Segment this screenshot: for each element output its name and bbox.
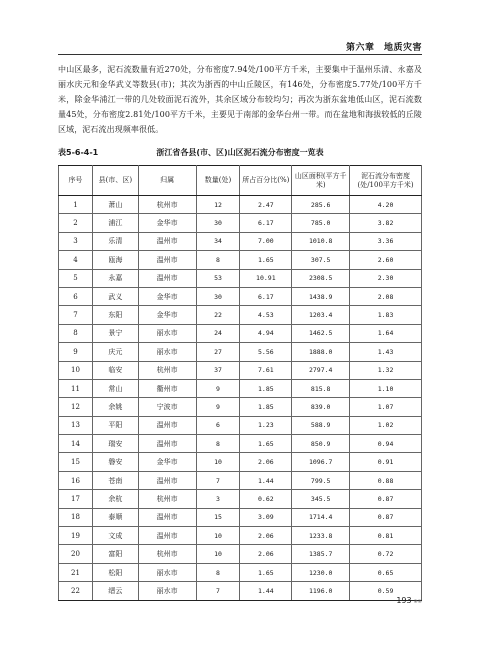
cell-county: 磐安: [92, 453, 138, 471]
table-row: [59, 471, 422, 489]
cell-density: 3.82: [350, 214, 422, 232]
cell-belong: 衢州市: [138, 379, 196, 397]
header-seq: 序号: [59, 166, 93, 196]
cell-seq: 22: [59, 582, 93, 600]
cell-seq: 8: [59, 324, 93, 342]
cell-belong: 丽水市: [138, 343, 196, 361]
cell-belong: 金华市: [138, 453, 196, 471]
cell-count: 3: [196, 490, 240, 508]
cell-count: 37: [196, 361, 240, 379]
cell-county: 武义: [92, 287, 138, 305]
cell-density: 1.43: [350, 343, 422, 361]
page-marker: ※※: [413, 599, 422, 605]
page-number-block: [396, 596, 422, 605]
cell-count: 9: [196, 379, 240, 397]
cell-count: 34: [196, 232, 240, 250]
cell-seq: 13: [59, 416, 93, 434]
cell-percent: 1.44: [240, 582, 292, 600]
cell-county: 临安: [92, 361, 138, 379]
cell-area: 839.0: [292, 398, 350, 416]
cell-count: 8: [196, 563, 240, 581]
cell-belong: 温州市: [138, 527, 196, 545]
table-row: [59, 214, 422, 232]
cell-county: 平阳: [92, 416, 138, 434]
cell-seq: 2: [59, 214, 93, 232]
header-county: 县(市、区): [92, 166, 138, 196]
cell-percent: 1.85: [240, 398, 292, 416]
table-row: [59, 287, 422, 305]
table-row: [59, 490, 422, 508]
cell-density: 4.20: [350, 196, 422, 214]
table-body: [59, 196, 422, 601]
cell-county: 余杭: [92, 490, 138, 508]
cell-percent: 10.91: [240, 269, 292, 287]
chapter-title: 第六章 地质灾害: [345, 43, 422, 53]
cell-percent: 6.17: [240, 287, 292, 305]
cell-belong: 温州市: [138, 471, 196, 489]
cell-belong: 杭州市: [138, 490, 196, 508]
cell-area: 1196.0: [292, 582, 350, 600]
cell-county: 庆元: [92, 343, 138, 361]
cell-percent: 0.62: [240, 490, 292, 508]
cell-belong: 金华市: [138, 214, 196, 232]
header-density: 泥石流分布密度(处/100平方千米): [350, 166, 422, 196]
cell-county: 松阳: [92, 563, 138, 581]
table-row: [59, 582, 422, 600]
cell-belong: 温州市: [138, 416, 196, 434]
cell-density: 3.36: [350, 232, 422, 250]
cell-county: 萧山: [92, 196, 138, 214]
header-belong: 归属: [138, 166, 196, 196]
cell-area: 1203.4: [292, 306, 350, 324]
cell-area: 1462.5: [292, 324, 350, 342]
cell-seq: 21: [59, 563, 93, 581]
cell-area: 1096.7: [292, 453, 350, 471]
table-row: [59, 435, 422, 453]
cell-county: 乐清: [92, 232, 138, 250]
cell-density: 0.72: [350, 545, 422, 563]
table-row: [59, 545, 422, 563]
cell-percent: 6.17: [240, 214, 292, 232]
cell-area: 307.5: [292, 251, 350, 269]
header-count: 数量(处): [196, 166, 240, 196]
cell-seq: 19: [59, 527, 93, 545]
cell-seq: 16: [59, 471, 93, 489]
table-row: [59, 269, 422, 287]
cell-belong: 丽水市: [138, 582, 196, 600]
cell-density: 1.10: [350, 379, 422, 397]
cell-area: 2308.5: [292, 269, 350, 287]
cell-belong: 杭州市: [138, 196, 196, 214]
cell-density: 0.87: [350, 490, 422, 508]
table-row: [59, 306, 422, 324]
header-percent: 所占百分比(%): [240, 166, 292, 196]
table-row: [59, 416, 422, 434]
cell-belong: 杭州市: [138, 545, 196, 563]
cell-count: 30: [196, 214, 240, 232]
cell-density: 0.81: [350, 527, 422, 545]
cell-county: 瓯海: [92, 251, 138, 269]
cell-seq: 9: [59, 343, 93, 361]
cell-percent: 7.61: [240, 361, 292, 379]
cell-density: 0.94: [350, 435, 422, 453]
cell-count: 12: [196, 196, 240, 214]
cell-count: 15: [196, 508, 240, 526]
cell-density: 0.59: [350, 582, 422, 600]
cell-county: 富阳: [92, 545, 138, 563]
cell-seq: 17: [59, 490, 93, 508]
cell-count: 24: [196, 324, 240, 342]
table-row: [59, 343, 422, 361]
cell-density: 1.07: [350, 398, 422, 416]
cell-belong: 宁波市: [138, 398, 196, 416]
cell-area: 815.8: [292, 379, 350, 397]
cell-belong: 温州市: [138, 251, 196, 269]
cell-seq: 4: [59, 251, 93, 269]
cell-county: 苍南: [92, 471, 138, 489]
cell-area: 850.9: [292, 435, 350, 453]
cell-count: 22: [196, 306, 240, 324]
cell-county: 泰顺: [92, 508, 138, 526]
cell-area: 1010.8: [292, 232, 350, 250]
table-caption: [58, 145, 422, 159]
cell-area: 1233.8: [292, 527, 350, 545]
cell-seq: 14: [59, 435, 93, 453]
cell-county: 文成: [92, 527, 138, 545]
table-header-row: [59, 166, 422, 196]
cell-seq: 15: [59, 453, 93, 471]
cell-county: 余姚: [92, 398, 138, 416]
cell-percent: 4.53: [240, 306, 292, 324]
cell-belong: 温州市: [138, 435, 196, 453]
cell-area: 1230.0: [292, 563, 350, 581]
cell-seq: 3: [59, 232, 93, 250]
cell-density: 0.65: [350, 563, 422, 581]
cell-density: 2.30: [350, 269, 422, 287]
page-number: 193: [396, 596, 412, 605]
cell-percent: 5.56: [240, 343, 292, 361]
cell-seq: 5: [59, 269, 93, 287]
body-text: [58, 62, 422, 137]
cell-density: 1.64: [350, 324, 422, 342]
cell-seq: 10: [59, 361, 93, 379]
cell-count: 10: [196, 527, 240, 545]
table-row: [59, 527, 422, 545]
cell-count: 8: [196, 251, 240, 269]
table-title: 浙江省各县(市、区)山区泥石流分布密度一览表: [156, 148, 324, 157]
table-row: [59, 251, 422, 269]
cell-density: 0.88: [350, 471, 422, 489]
table-row: [59, 324, 422, 342]
table-row: [59, 453, 422, 471]
cell-density: 1.32: [350, 361, 422, 379]
cell-percent: 1.65: [240, 563, 292, 581]
cell-density: 0.87: [350, 508, 422, 526]
cell-density: 2.08: [350, 287, 422, 305]
cell-area: 345.5: [292, 490, 350, 508]
cell-area: 785.0: [292, 214, 350, 232]
cell-count: 10: [196, 545, 240, 563]
data-table: [58, 165, 422, 601]
table-row: [59, 361, 422, 379]
cell-count: 53: [196, 269, 240, 287]
cell-seq: 1: [59, 196, 93, 214]
cell-percent: 2.06: [240, 527, 292, 545]
cell-belong: 温州市: [138, 232, 196, 250]
cell-county: 瑞安: [92, 435, 138, 453]
cell-count: 27: [196, 343, 240, 361]
cell-percent: 1.23: [240, 416, 292, 434]
cell-percent: 2.47: [240, 196, 292, 214]
cell-density: 2.60: [350, 251, 422, 269]
cell-county: 永嘉: [92, 269, 138, 287]
table-row: [59, 563, 422, 581]
cell-seq: 20: [59, 545, 93, 563]
cell-belong: 丽水市: [138, 324, 196, 342]
paragraph: 中山区最多，泥石流数量有近270处，分布密度7.94处/100平方千米，主要集中于温州乐清、永嘉及丽水庆元和金华武义等数县(市)；其次为浙西的中山丘陵区，有146处，分布密度5.77处/100平方千米，除金华浦江一带的几处较面泥石流外，其余区域分布较均匀；再次为浙东盆地低山区，泥石流数量45处，分布密度2.81处/100平方千米，主要见于南部的金华台州一带。而在盆地和海拔较低的丘陵区域，泥石流出现频率很低。: [58, 65, 422, 134]
table-row: [59, 379, 422, 397]
cell-count: 30: [196, 287, 240, 305]
page-header: [58, 40, 422, 55]
cell-density: 1.02: [350, 416, 422, 434]
cell-belong: 金华市: [138, 306, 196, 324]
cell-percent: 2.06: [240, 453, 292, 471]
cell-density: 1.83: [350, 306, 422, 324]
cell-area: 1438.9: [292, 287, 350, 305]
cell-county: 浦江: [92, 214, 138, 232]
cell-seq: 11: [59, 379, 93, 397]
header-area: 山区面积(平方千米): [292, 166, 350, 196]
cell-percent: 2.06: [240, 545, 292, 563]
cell-area: 799.5: [292, 471, 350, 489]
cell-seq: 6: [59, 287, 93, 305]
cell-percent: 1.65: [240, 251, 292, 269]
cell-seq: 7: [59, 306, 93, 324]
cell-count: 10: [196, 453, 240, 471]
cell-belong: 杭州市: [138, 361, 196, 379]
cell-count: 7: [196, 582, 240, 600]
cell-percent: 1.65: [240, 435, 292, 453]
cell-seq: 18: [59, 508, 93, 526]
table-row: [59, 196, 422, 214]
cell-county: 东阳: [92, 306, 138, 324]
cell-area: 1714.4: [292, 508, 350, 526]
cell-seq: 12: [59, 398, 93, 416]
cell-percent: 1.44: [240, 471, 292, 489]
cell-area: 588.9: [292, 416, 350, 434]
cell-count: 6: [196, 416, 240, 434]
table-row: [59, 398, 422, 416]
cell-count: 8: [196, 435, 240, 453]
cell-density: 0.91: [350, 453, 422, 471]
cell-percent: 4.94: [240, 324, 292, 342]
cell-belong: 温州市: [138, 508, 196, 526]
cell-belong: 金华市: [138, 287, 196, 305]
cell-count: 9: [196, 398, 240, 416]
cell-percent: 7.00: [240, 232, 292, 250]
cell-county: 常山: [92, 379, 138, 397]
cell-county: 缙云: [92, 582, 138, 600]
table-number: 表5-6-4-1: [58, 148, 99, 157]
cell-belong: 丽水市: [138, 563, 196, 581]
cell-belong: 温州市: [138, 269, 196, 287]
cell-percent: 1.85: [240, 379, 292, 397]
cell-area: 1385.7: [292, 545, 350, 563]
cell-area: 1888.0: [292, 343, 350, 361]
cell-county: 景宁: [92, 324, 138, 342]
cell-count: 7: [196, 471, 240, 489]
table-row: [59, 508, 422, 526]
table-row: [59, 232, 422, 250]
cell-percent: 3.09: [240, 508, 292, 526]
cell-area: 2797.4: [292, 361, 350, 379]
cell-area: 285.6: [292, 196, 350, 214]
